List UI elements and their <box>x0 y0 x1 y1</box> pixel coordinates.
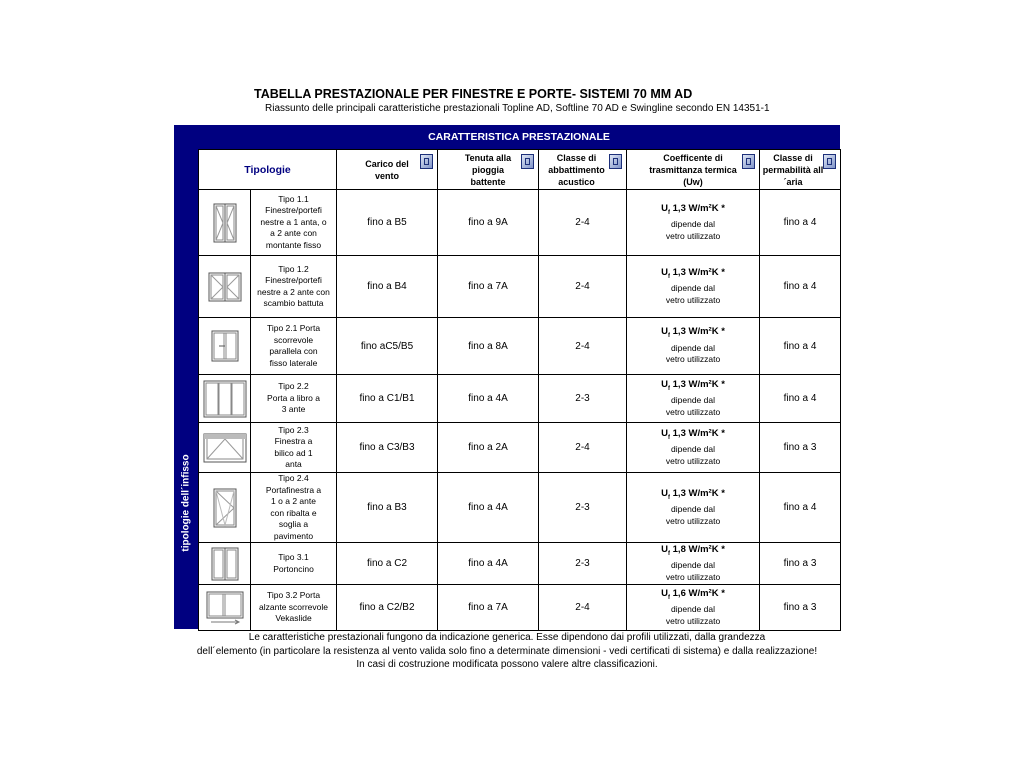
row-description: Tipo 1.1 Finestre/portefi nestre a 1 anta, o a 2 ante con montante fisso <box>251 190 337 256</box>
window-type-3-2-icon <box>199 585 251 631</box>
uw-cell <box>627 318 760 375</box>
uw-number: 1,3 W/m²K * <box>672 378 725 390</box>
tenuta-value: fino a 7A <box>438 585 539 631</box>
tenuta-value: fino a 4A <box>438 543 539 585</box>
carico-value: fino a B5 <box>337 190 438 256</box>
classe-value: 2-4 <box>539 256 627 318</box>
tenuta-value: fino a 8A <box>438 318 539 375</box>
perm-value: fino a 3 <box>760 543 841 585</box>
uw-cell <box>627 256 760 318</box>
carico-value: fino aC5/B5 <box>337 318 438 375</box>
uw-number: 1,8 W/m²K * <box>672 543 725 555</box>
uw-number: 1,3 W/m²K * <box>672 427 725 439</box>
carico-value: fino a C1/B1 <box>337 375 438 423</box>
header-classe <box>539 150 627 190</box>
perm-value: fino a 4 <box>760 375 841 423</box>
uw-note: dipende dal vetro utilizzato <box>665 395 721 417</box>
classe-value: 2-4 <box>539 585 627 631</box>
uw-number: 1,6 W/m²K * <box>672 587 725 599</box>
uw-note: dipende dal vetro utilizzato <box>665 283 721 305</box>
rain-icon <box>521 154 534 169</box>
uw-value: $U_f$ 1,3 W/m²K * <box>661 202 725 216</box>
header-coeff-label: Coefficente di trasmittanza termica (Uw) <box>649 152 737 187</box>
footer-line-2: dell´elemento (in particolare la resistenza al vento valida solo fino a determinate dimensioni - vedi certificati di sistema) e dalla realizzazione! <box>196 645 818 657</box>
header-coeff <box>627 150 760 190</box>
row-description: Tipo 2.3 Finestra a bilico ad 1 anta <box>251 423 337 473</box>
uw-note: dipende dal vetro utilizzato <box>665 219 721 241</box>
uw-value: $U_f$ 1,6 W/m²K * <box>661 587 725 601</box>
classe-value: 2-4 <box>539 190 627 256</box>
header-perm <box>760 150 841 190</box>
row-description: Tipo 2.4 Portafinestra a 1 o a 2 ante con ribalta e soglia a pavimento <box>251 473 337 543</box>
classe-value: 2-4 <box>539 423 627 473</box>
tenuta-value: fino a 4A <box>438 473 539 543</box>
classe-value: 2-3 <box>539 543 627 585</box>
performance-table <box>174 125 840 629</box>
uw-cell <box>627 190 760 256</box>
air-permeability-icon <box>823 154 836 169</box>
perm-value: fino a 4 <box>760 190 841 256</box>
uw-cell <box>627 375 760 423</box>
uw-number: 1,3 W/m²K * <box>672 487 725 499</box>
uw-number: 1,3 W/m²K * <box>672 266 725 278</box>
uw-note: dipende dal vetro utilizzato <box>665 560 721 582</box>
table-row <box>199 256 841 318</box>
uw-note: dipende dal vetro utilizzato <box>665 444 721 466</box>
uw-value: $U_f$ 1,3 W/m²K * <box>661 326 725 340</box>
perm-value: fino a 3 <box>760 585 841 631</box>
tenuta-value: fino a 7A <box>438 256 539 318</box>
footer-line-1: Le caratteristiche prestazionali fungono da indicazione generica. Esse dipendono dai profili utilizzati, dalla grandezza <box>248 632 766 643</box>
window-type-1-2-icon <box>199 256 251 318</box>
uw-cell <box>627 585 760 631</box>
perm-value: fino a 3 <box>760 423 841 473</box>
table-row <box>199 318 841 375</box>
uw-value: $U_f$ 1,3 W/m²K * <box>661 378 725 392</box>
classe-value: 2-3 <box>539 375 627 423</box>
table-row <box>199 473 841 543</box>
row-description: Tipo 3.2 Porta alzante scorrevole Vekaslide <box>251 585 337 631</box>
carico-value: fino a C3/B3 <box>337 423 438 473</box>
window-type-1-1-icon <box>199 190 251 256</box>
row-description: Tipo 2.2 Porta a libro a 3 ante <box>251 375 337 423</box>
acoustic-icon <box>609 154 622 169</box>
classe-value: 2-4 <box>539 318 627 375</box>
perm-value: fino a 4 <box>760 473 841 543</box>
uw-cell <box>627 423 760 473</box>
tenuta-value: fino a 9A <box>438 190 539 256</box>
header-carico <box>337 150 438 190</box>
data-grid <box>198 149 841 631</box>
uw-value: $U_f$ 1,3 W/m²K * <box>661 266 725 280</box>
uw-note: dipende dal vetro utilizzato <box>665 342 721 365</box>
side-label: tipologie dell´infisso <box>180 454 192 552</box>
window-type-2-4-icon <box>199 473 251 543</box>
uw-number: 1,3 W/m²K * <box>672 326 725 338</box>
header-perm-label: Classe di permabilità all´aria <box>762 152 824 187</box>
header-classe-label: Classe di abbattimento acustico <box>548 152 605 187</box>
uw-value: $U_f$ 1,3 W/m²K * <box>661 427 725 441</box>
footer-line-3: In casi di costruzione modificata possono valere altre classificazioni. <box>356 659 658 670</box>
table-row <box>199 585 841 631</box>
window-type-2-2-icon <box>199 375 251 423</box>
tenuta-value: fino a 4A <box>438 375 539 423</box>
window-type-2-1-icon <box>199 318 251 375</box>
row-description: Tipo 1.2 Finestre/portefi nestre a 2 ante con scambio battuta <box>251 256 337 318</box>
carico-value: fino a C2/B2 <box>337 585 438 631</box>
header-carico-label: Carico del vento <box>365 158 409 181</box>
footer-note <box>174 631 840 672</box>
uw-cell <box>627 473 760 543</box>
band-header: CARATTERISTICA PRESTAZIONALE <box>198 125 840 149</box>
table-row <box>199 375 841 423</box>
row-description: Tipo 2.1 Porta scorrevole parallela con fisso laterale <box>251 318 337 375</box>
header-tipologie: Tipologie <box>199 150 337 190</box>
carico-value: fino a B4 <box>337 256 438 318</box>
perm-value: fino a 4 <box>760 318 841 375</box>
uw-note: dipende dal vetro utilizzato <box>665 504 721 526</box>
window-type-3-1-icon <box>199 543 251 585</box>
wind-load-icon <box>420 154 433 169</box>
classe-value: 2-3 <box>539 473 627 543</box>
header-tenuta-label: Tenuta alla pioggia battente <box>464 152 512 187</box>
uw-note: dipende dal vetro utilizzato <box>665 604 721 626</box>
row-description: Tipo 3.1 Portoncino <box>251 543 337 585</box>
header-row <box>199 150 841 190</box>
uw-number: 1,3 W/m²K * <box>672 202 725 214</box>
header-tenuta <box>438 150 539 190</box>
thermal-icon <box>742 154 755 169</box>
uw-cell <box>627 543 760 585</box>
tenuta-value: fino a 2A <box>438 423 539 473</box>
carico-value: fino a C2 <box>337 543 438 585</box>
page-subtitle: Riassunto delle principali caratteristiche prestazionali Topline AD, Softline 70 AD e Swingline secondo EN 14351-1 <box>265 103 770 114</box>
window-type-2-3-icon <box>199 423 251 473</box>
perm-value: fino a 4 <box>760 256 841 318</box>
carico-value: fino a B3 <box>337 473 438 543</box>
side-band <box>174 125 198 629</box>
table-row <box>199 190 841 256</box>
uw-value: $U_f$ 1,8 W/m²K * <box>661 543 725 557</box>
uw-value: $U_f$ 1,3 W/m²K * <box>661 487 725 501</box>
page-title: TABELLA PRESTAZIONALE PER FINESTRE E PORTE- SISTEMI 70 MM AD <box>254 87 693 101</box>
table-row <box>199 423 841 473</box>
table-row <box>199 543 841 585</box>
